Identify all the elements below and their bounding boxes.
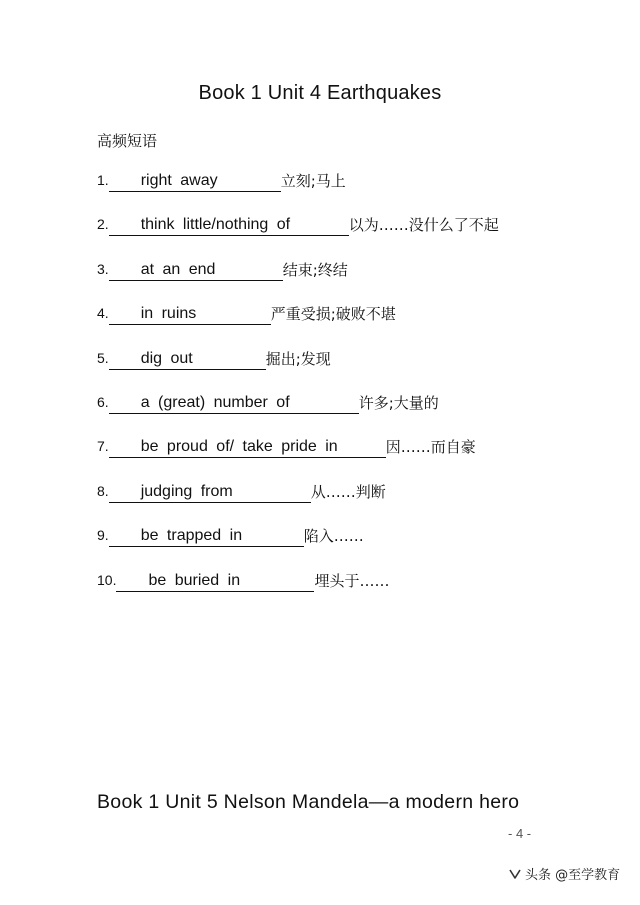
phrase-item: [97, 483, 577, 527]
phrase-answer: in ruins: [109, 305, 271, 325]
phrase-number: 6.: [97, 393, 109, 410]
phrase-meaning: 许多;大量的: [358, 393, 439, 412]
phrase-number: 1.: [97, 172, 109, 188]
section-heading: 高频短语: [97, 132, 158, 150]
phrase-answer: a (great) number of: [109, 394, 359, 414]
watermark-text: 头条 @至学教育: [525, 868, 621, 883]
phrase-item: [97, 394, 577, 438]
phrase-meaning: 结束;终结: [282, 260, 348, 279]
phrase-answer: be buried in: [116, 572, 314, 592]
phrase-answer: be proud of/ take pride in: [109, 438, 386, 458]
phrase-number: 10.: [97, 571, 117, 588]
phrase-meaning: 严重受损;破败不堪: [270, 305, 396, 324]
phrase-item: [97, 572, 577, 616]
page-title: Book 1 Unit 4 Earthquakes: [198, 82, 442, 104]
phrase-meaning: 以为……没什么了不起: [348, 216, 499, 235]
phrase-number: 7.: [97, 438, 109, 455]
watermark: [508, 864, 620, 883]
phrase-item: [97, 527, 577, 571]
phrase-item: [97, 216, 577, 260]
phrase-number: 3.: [97, 260, 109, 277]
phrase-item: [97, 172, 577, 216]
phrase-meaning: 立刻;马上: [280, 172, 346, 190]
phrase-number: 8.: [97, 482, 109, 499]
wechat-channel-icon: [508, 867, 522, 881]
phrase-answer: at an end: [109, 261, 283, 281]
phrase-answer: be trapped in: [109, 527, 304, 547]
phrase-item: [97, 305, 577, 349]
page-number: - 4 -: [508, 826, 532, 841]
phrase-meaning: 从……判断: [310, 482, 386, 501]
phrase-list: [97, 172, 577, 616]
phrase-number: 4.: [97, 305, 109, 322]
phrase-meaning: 因……而自豪: [385, 438, 476, 457]
phrase-answer: judging from: [109, 483, 311, 503]
phrase-meaning: 埋头于……: [314, 571, 390, 590]
phrase-answer: right away: [109, 172, 281, 192]
phrase-number: 9.: [97, 527, 109, 544]
phrase-item: [97, 438, 577, 482]
phrase-item: [97, 261, 577, 305]
phrase-answer: think little/nothing of: [109, 216, 349, 236]
next-unit-title: Book 1 Unit 5 Nelson Mandela—a modern hero: [97, 791, 520, 813]
phrase-item: [97, 350, 577, 394]
phrase-meaning: 陷入……: [303, 527, 364, 546]
phrase-meaning: 掘出;发现: [265, 349, 331, 368]
phrase-number: 2.: [97, 216, 109, 233]
phrase-number: 5.: [97, 349, 109, 366]
phrase-answer: dig out: [109, 350, 266, 370]
